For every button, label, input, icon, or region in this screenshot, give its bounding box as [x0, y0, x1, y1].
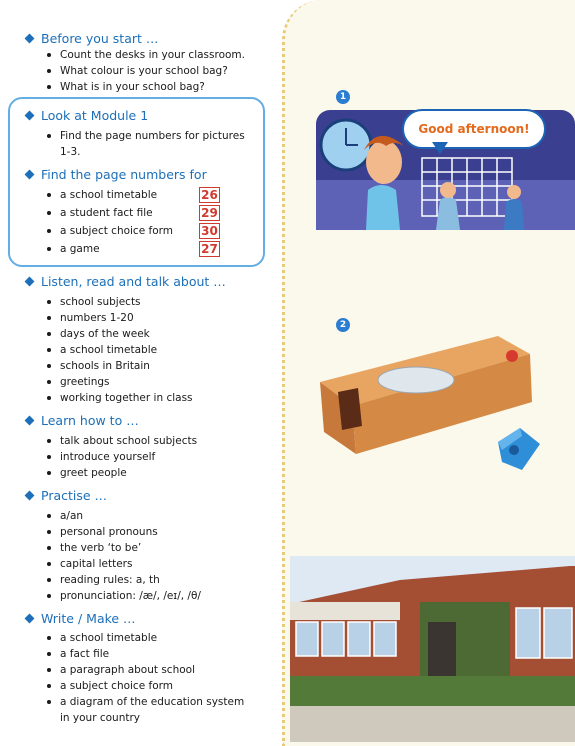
list-item: capital letters [46, 556, 201, 572]
diamond-bullet-icon [25, 111, 35, 121]
write-make-list [46, 630, 244, 726]
list-item: days of the week [46, 326, 193, 342]
list-item: personal pronouns [46, 524, 201, 540]
page-number-row: a game 27 [46, 240, 220, 258]
diamond-bullet-icon [25, 416, 35, 426]
page-number-row: a subject choice form 30 [46, 222, 220, 240]
list-item: a paragraph about school [46, 662, 244, 678]
diamond-bullet-icon [25, 491, 35, 501]
page-number-row: a school timetable 26 [46, 186, 220, 204]
page-number-box: 29 [199, 205, 220, 221]
list-item: introduce yourself [46, 449, 197, 465]
list-item: pronunciation: /æ/, /eɪ/, /θ/ [46, 588, 201, 604]
speech-bubble-tail [432, 142, 448, 154]
page-number-box: 30 [199, 223, 220, 239]
heading-learn-how-to: Learn how to … [26, 413, 139, 428]
list-item: a subject choice form [46, 678, 244, 694]
list-item: a school timetable [46, 342, 193, 358]
list-item: What colour is your school bag? [46, 63, 245, 79]
list-item: a/an [46, 508, 201, 524]
list-item: a fact file [46, 646, 244, 662]
page-number-box: 27 [199, 241, 220, 257]
practise-list [46, 508, 201, 604]
list-item: talk about school subjects [46, 433, 197, 449]
page-number-list [46, 186, 220, 258]
heading-find-page-numbers: Find the page numbers for [26, 167, 207, 182]
list-item: reading rules: a, th [46, 572, 201, 588]
list-item: a diagram of the education system in your country [46, 694, 244, 726]
diamond-bullet-icon [25, 614, 35, 624]
list-item: schools in Britain [46, 358, 193, 374]
list-item: Count the desks in your classroom. [46, 47, 245, 63]
list-item: working together in class [46, 390, 193, 406]
page-number-box: 26 [199, 187, 220, 203]
learn-how-to-list [46, 433, 197, 481]
page-number-row: a student fact file 29 [46, 204, 220, 222]
list-item: What is in your school bag? [46, 79, 245, 95]
speech-bubble: Good afternoon! [402, 109, 546, 149]
heading-look-at-module: Look at Module 1 [26, 108, 148, 123]
diamond-bullet-icon [25, 277, 35, 287]
list-item: the verb ‘to be’ [46, 540, 201, 556]
heading-listen-read-talk: Listen, read and talk about … [26, 274, 226, 289]
school-building-photo [290, 556, 575, 742]
heading-practise: Practise … [26, 488, 107, 503]
list-item: numbers 1-20 [46, 310, 193, 326]
list-item: greetings [46, 374, 193, 390]
heading-before-you-start: Before you start … [26, 31, 158, 46]
list-item: school subjects [46, 294, 193, 310]
list-item: a school timetable [46, 630, 244, 646]
listen-read-talk-list [46, 294, 193, 406]
before-you-start-list [46, 47, 245, 95]
list-item: Find the page numbers for pictures 1-3. [46, 128, 245, 160]
look-at-module-list [46, 128, 245, 160]
list-item: greet people [46, 465, 197, 481]
diamond-bullet-icon [25, 34, 35, 44]
heading-write-make: Write / Make … [26, 611, 136, 626]
picture-number-badge: 1 [336, 90, 350, 104]
pencil-case-photo [318, 330, 575, 490]
diamond-bullet-icon [25, 170, 35, 180]
picture-number-badge: 2 [336, 318, 350, 332]
